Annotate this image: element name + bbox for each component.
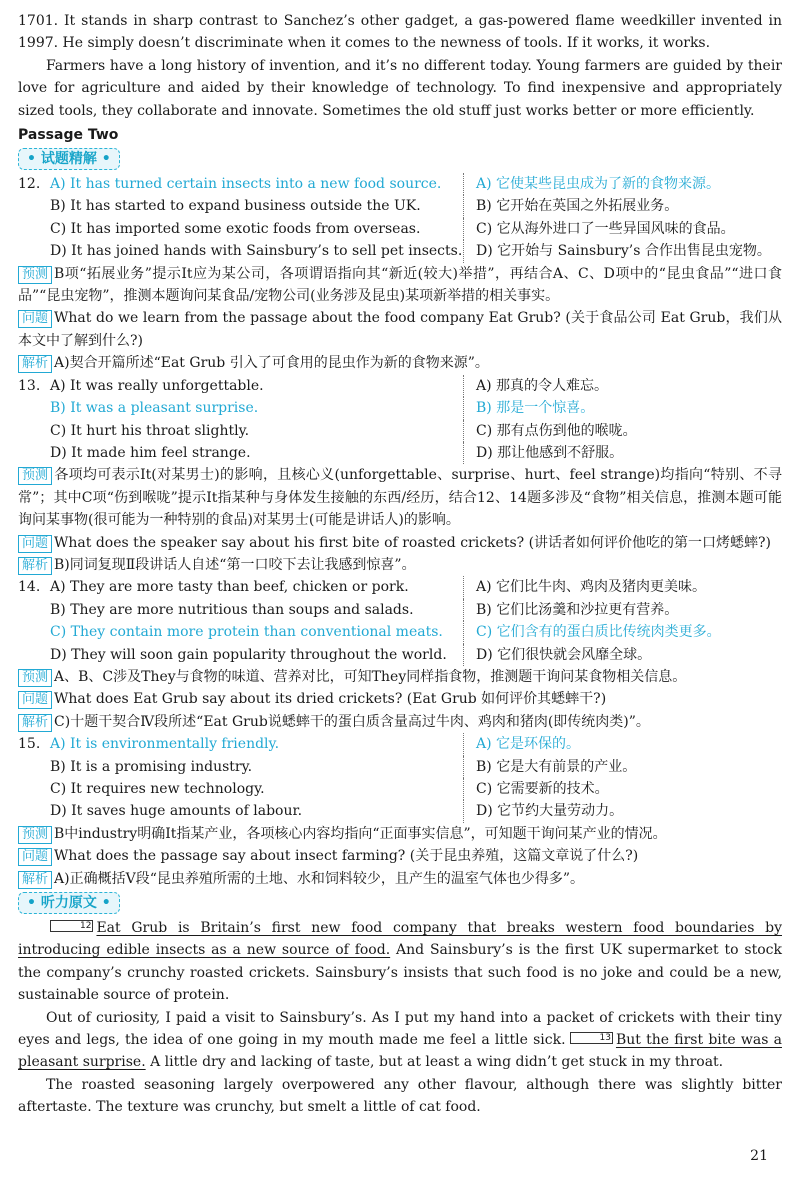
option-text-zh: C) 那有点伤到他的喉咙。 [463,420,782,442]
option-text-zh: A) 那真的令人难忘。 [463,375,782,397]
analysis-label: 解析 [18,714,52,732]
option-row [18,173,782,195]
option-text-en: C) It hurt his throat slightly. [50,422,250,439]
option-text-zh: D) 它们很快就会风靡全球。 [463,644,782,666]
option-text-zh: D) 那让他感到不舒服。 [463,442,782,464]
intro-paragraph-1: 1701. It stands in sharp contrast to Sanchez’s other gadget, a gas-powered flame weedkiller invented in 1997. He simply doesn’t discriminate when it comes to the newness of tools. If it works, it works. [18,13,782,52]
question-14-block [18,576,782,733]
option-row [18,756,782,778]
option-text-en: C) It requires new technology. [50,781,265,797]
question-note: 问题 What does the passage say about insect farming? (关于昆虫养殖，这篇文章说了什么?) [18,845,782,867]
option-text-zh: C) 它从海外进口了一些异国风味的食品。 [463,218,782,240]
transcript-paragraph-3: The roasted seasoning largely overpowered any other flavour, although there was slightly bitter aftertaste. The texture was crunchy, but smelt a little of cat food. [18,1076,782,1116]
option-row [18,733,782,755]
passage-heading: Passage Two [18,127,119,144]
option-row [18,576,782,598]
option-text-zh: D) 它开始与 Sainsbury’s 合作出售昆虫宠物。 [463,240,782,262]
option-text-zh: B) 那是一个惊喜。 [463,397,782,419]
option-text-en: B) They are more nutritious than soups and salads. [50,601,414,618]
analysis-note: 解析 A)正确概括Ⅴ段“昆虫养殖所需的土地、水和饲料较少，且产生的温室气体也少得多”。 [18,868,782,890]
option-text-en: B) It is a promising industry. [50,758,253,775]
option-text-zh: B) 它开始在英国之外拓展业务。 [463,195,782,217]
question-13-block [18,375,782,577]
transcript-paragraph-1: 12 Eat Grub is Britain’s first new food company that breaks western food boundaries by introducing edible insects as a new source of food. And Sainsbury’s is the first UK supermarket to stock the company’s crunchy roasted crickets. Sainsbury’s insists that such food is no joke and could be a new, sustainable source of protein. [18,920,782,1004]
predict-label: 预测 [18,467,52,485]
question-note: 问题 What does Eat Grub say about its dried crickets? (Eat Grub 如何评价其蟋蟀干?) [18,688,782,710]
option-text-zh: A) 它是环保的。 [463,733,782,755]
question-label: 问题 [18,310,52,328]
analysis-label: 解析 [18,355,52,373]
page-number: 21 [750,1147,768,1164]
question-number: 13. [18,377,41,394]
question-note: 问题 What do we learn from the passage about the food company Eat Grub? (关于食品公司 Eat Grub，我们从本文中了解到什么?) [18,310,782,349]
underlined-answer: Eat Grub is Britain’s first new food company that breaks western food boundaries by introducing edible insects as a new source of food. [18,920,782,959]
option-text-en: B) It has started to expand business outside the UK. [50,198,421,215]
question-marker: 12 [50,920,93,932]
option-text-en: C) They contain more protein than conventional meats. [50,624,443,641]
option-row [18,420,782,442]
question-number: 15. [18,736,41,753]
option-text-en: B) It was a pleasant surprise. [50,400,259,417]
option-text-en: A) It has turned certain insects into a new food source. [50,176,442,193]
predict-note: 预测 A、B、C涉及They与食物的味道、营养对比，可知They同样指食物，推测题干询问某食物相关信息。 [18,666,782,688]
analysis-note: 解析 C)十题干契合Ⅳ段所述“Eat Grub说蟋蟀干的蛋白质含量高过牛肉、鸡肉和猪肉(即传统肉类)”。 [18,711,782,733]
option-text-en: D) It made him feel strange. [50,444,251,461]
section-tag-transcript: • 听力原文 • [18,892,120,914]
option-row [18,375,782,397]
question-label: 问题 [18,535,52,553]
option-row [18,442,782,464]
question-label: 问题 [18,848,52,866]
analysis-note: 解析 B)同词复现Ⅱ段讲话人自述“第一口咬下去让我感到惊喜”。 [18,554,782,576]
question-label: 问题 [18,691,52,709]
option-row [18,599,782,621]
option-text-zh: C) 它们含有的蛋白质比传统肉类更多。 [463,621,782,643]
question-note: 问题 What does the speaker say about his first bite of roasted crickets? (讲话者如何评价他吃的第一口烤蟋蟀?) [18,532,782,554]
question-12-block [18,173,782,375]
option-row [18,621,782,643]
analysis-label: 解析 [18,557,52,575]
predict-label: 预测 [18,266,52,284]
option-text-zh: B) 它是大有前景的产业。 [463,756,782,778]
option-text-en: C) It has imported some exotic foods from overseas. [50,220,421,237]
predict-label: 预测 [18,669,52,687]
question-15-block [18,733,782,890]
predict-note: 预测 各项均可表示It(对某男士)的影响，且核心义(unforgettable、surprise、hurt、feel strange)均指向“特别、不寻常”；其中C项“伤到喉咙”提示It指某种与身体发生接触的东西/经历，结合12、14题多涉及“食物”相关信息，推测本题可能询问某事物(很可能为一种特别的食品)对某男士(可能是讲话人)的影响。 [18,467,782,529]
option-row [18,195,782,217]
option-row [18,800,782,822]
predict-note: 预测 B中industry明确It指某产业，各项核心内容均指向“正面事实信息”，可知题干询问某产业的情况。 [18,823,782,845]
option-text-en: A) They are more tasty than beef, chicken or pork. [50,579,409,596]
predict-label: 预测 [18,826,52,844]
option-text-en: A) It is environmentally friendly. [50,736,280,753]
option-row [18,240,782,262]
option-row [18,778,782,800]
question-marker: 13 [570,1032,613,1044]
option-text-en: D) It has joined hands with Sainsbury’s to sell pet insects. [50,243,463,260]
underlined-answer: But the first bite was a pleasant surprise. [18,1032,782,1071]
option-text-zh: B) 它们比汤羹和沙拉更有营养。 [463,599,782,621]
option-row [18,644,782,666]
option-text-zh: A) 它们比牛肉、鸡肉及猪肉更美味。 [463,576,782,598]
option-text-zh: D) 它节约大量劳动力。 [463,800,782,822]
analysis-note: 解析 A)契合开篇所述“Eat Grub 引入了可食用的昆虫作为新的食物来源”。 [18,352,782,374]
analysis-label: 解析 [18,871,52,889]
question-number: 12. [18,176,41,193]
option-text-en: D) It saves huge amounts of labour. [50,803,303,820]
intro-paragraph-2: Farmers have a long history of invention, and it’s no different today. Young farmers are guided by their love for agriculture and aided by their knowledge of technology. To find inexpensive and appropriately sized tools, they collaborate and innovate. Sometimes the old stuff just works better or more efficiently. [18,57,782,119]
predict-note: 预测 B项“拓展业务”提示It应为某公司，各项谓语指向其“新近(较大)举措”，再结合A、C、D项中的“昆虫食品”“进口食品”“昆虫宠物”，推测本题询问某食品/宠物公司(业务涉及昆虫)某项新举措的相关事实。 [18,265,782,305]
option-text-zh: A) 它使某些昆虫成为了新的食物来源。 [463,173,782,195]
question-number: 14. [18,579,41,596]
transcript-paragraph-2: Out of curiosity, I paid a visit to Sainsbury’s. As I put my hand into a packet of crickets with their tiny eyes and legs, the idea of one going in my mouth made me feel a little sick. 13 But the first bite was a pleasant surprise. A little dry and lacking of taste, but at least a wing didn’t get stuck in my throat. [18,1009,782,1071]
option-row [18,397,782,419]
option-row [18,218,782,240]
section-tag-questions: • 试题精解 • [18,148,120,170]
option-text-en: D) They will soon gain popularity throughout the world. [50,646,447,663]
option-text-en: A) It was really unforgettable. [50,377,264,394]
option-text-zh: C) 它需要新的技术。 [463,778,782,800]
